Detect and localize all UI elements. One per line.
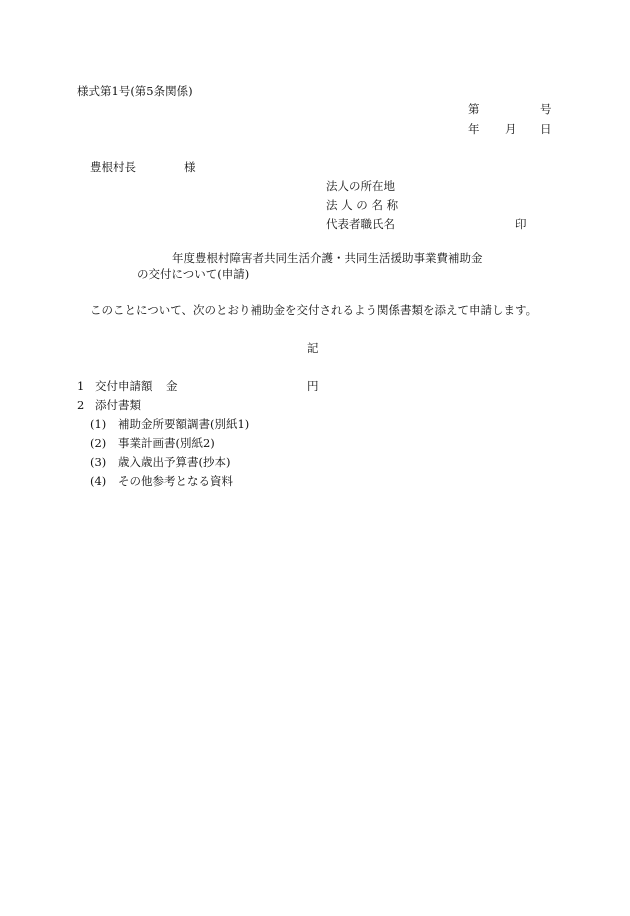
attachment-2-text: 事業計画書(別紙2)	[118, 436, 215, 450]
attachment-2-number: (2)	[90, 436, 107, 450]
date-month: 月	[505, 122, 517, 136]
addressee-honorific: 様	[184, 160, 196, 174]
attachment-3-number: (3)	[90, 455, 107, 469]
title-line-1: 年度豊根村障害者共同生活介護・共同生活援助事業費補助金	[172, 251, 483, 265]
attachment-4-text: その他参考となる資料	[118, 474, 233, 488]
date-year: 年	[468, 122, 480, 136]
doc-number-suffix: 号	[540, 102, 552, 116]
item-2-number: 2	[77, 398, 85, 412]
form-label: 様式第1号(第5条関係)	[77, 84, 193, 98]
applicant-name-label: 法 人 の 名 称	[326, 198, 399, 212]
attachment-4-number: (4)	[90, 474, 107, 488]
amount-unit: 円	[307, 379, 319, 393]
title-line-2: の交付について(申請)	[137, 267, 250, 281]
ki-heading: 記	[307, 341, 319, 355]
applicant-address-label: 法人の所在地	[326, 179, 395, 193]
seal-mark: 印	[515, 217, 527, 231]
attachment-1-number: (1)	[90, 417, 107, 431]
item-1-label: 交付申請額	[95, 379, 153, 393]
doc-number-prefix: 第	[468, 102, 480, 116]
addressee-name: 豊根村長	[90, 160, 136, 174]
item-2-label: 添付書類	[95, 398, 141, 412]
item-1-number: 1	[77, 379, 85, 393]
date-day: 日	[540, 122, 552, 136]
applicant-representative-label: 代表者職氏名	[326, 217, 395, 231]
amount-prefix: 金	[166, 379, 178, 393]
attachment-1-text: 補助金所要額調書(別紙1)	[118, 417, 250, 431]
attachment-3-text: 歳入歳出予算書(抄本)	[118, 455, 231, 469]
body-text: このことについて、次のとおり補助金を交付されるよう関係書類を添えて申請します。	[90, 303, 538, 317]
